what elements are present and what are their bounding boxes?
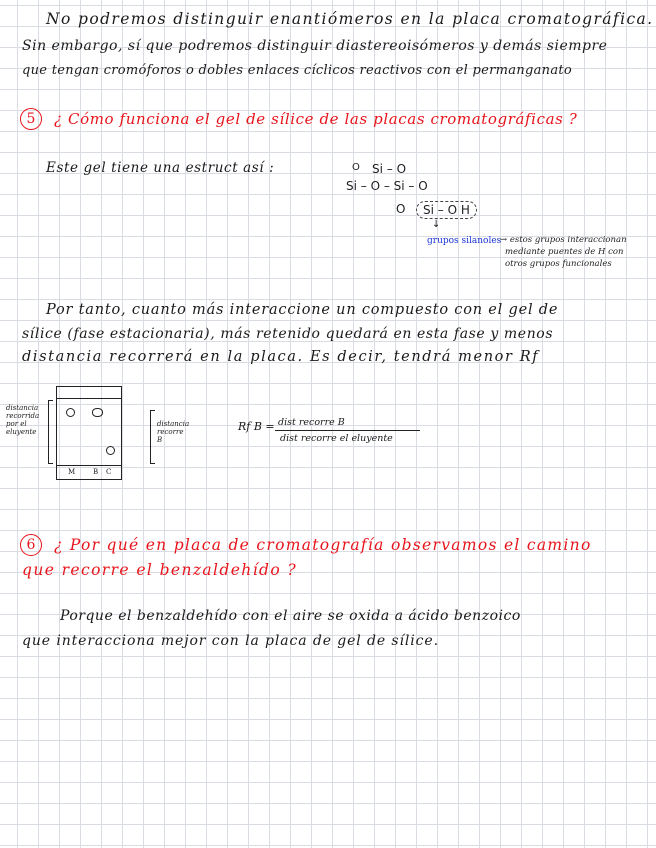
spot-m (66, 408, 75, 417)
rf-denominator: dist recorre el eluyente (280, 433, 393, 444)
silanol-label: grupos silanoles (427, 236, 502, 246)
structure-row2: Si – O – Si – O (346, 179, 428, 193)
question-6-number: 6 (20, 534, 42, 556)
structure-o-top: O (352, 162, 360, 173)
para-line-2: sílice (fase estacionaria), más retenido quedará en esta fase y menos (22, 326, 554, 342)
silanol-note-1: → estos grupos interaccionan (500, 235, 627, 245)
para-line-1: Por tanto, cuanto más interaccione un compuesto con el gel de (46, 302, 559, 318)
spot-c (106, 446, 115, 455)
silanol-note-2: mediante puentes de H con (505, 247, 624, 257)
para-line-3: distancia recorrerá en la placa. Es decir, tendrá menor Rf (22, 349, 540, 365)
question-6-title-line-1: ¿ Por qué en placa de cromatografía observamos el camino (54, 536, 592, 554)
question-6-title-line-2: que recorre el benzaldehído ? (22, 561, 298, 579)
lane-label-b: B (93, 468, 99, 476)
eluent-bracket (48, 400, 53, 464)
structure-o-left: O (396, 202, 406, 216)
eluent-distance-label: distancia recorrida por el eluyente (6, 404, 40, 436)
spot-b (92, 408, 103, 417)
question-5-title: ¿ Cómo funciona el gel de sílice de las placas cromatográficas ? (54, 110, 578, 128)
silanol-arrow: ↓ (432, 219, 441, 230)
answer-6-line-1: Porque el benzaldehído con el aire se oxida a ácido benzoico (60, 608, 521, 624)
distance-b-bracket (150, 410, 155, 464)
solvent-front-line (56, 398, 122, 399)
structure-si-o: Si – O (372, 162, 407, 176)
answer-6-line-2: que interacciona mejor con la placa de gel de sílice. (22, 633, 439, 649)
distance-b-label: distancia recorre B (157, 420, 190, 444)
text-line-2: Sin embargo, sí que podremos distinguir diastereoisómeros y demás siempre (22, 38, 608, 54)
text-line-1: No podremos distinguir enantiómeros en la placa cromatográfica. (46, 10, 654, 28)
rf-lhs: Rf B = (238, 420, 275, 433)
silanol-note-3: otros grupos funcionales (505, 259, 612, 269)
lane-label-c: C (106, 468, 112, 476)
question-5-number: 5 (20, 108, 42, 130)
gel-intro: Este gel tiene una estruct así : (46, 160, 275, 176)
structure-sioh: Si – O H (416, 201, 477, 219)
lane-label-m: M (68, 468, 76, 476)
baseline-line (56, 465, 122, 466)
text-line-3: que tengan cromóforos o dobles enlaces cíclicos reactivos con el permanganato (22, 63, 573, 78)
rf-fraction-bar (275, 430, 420, 431)
rf-numerator: dist recorre B (278, 417, 345, 428)
